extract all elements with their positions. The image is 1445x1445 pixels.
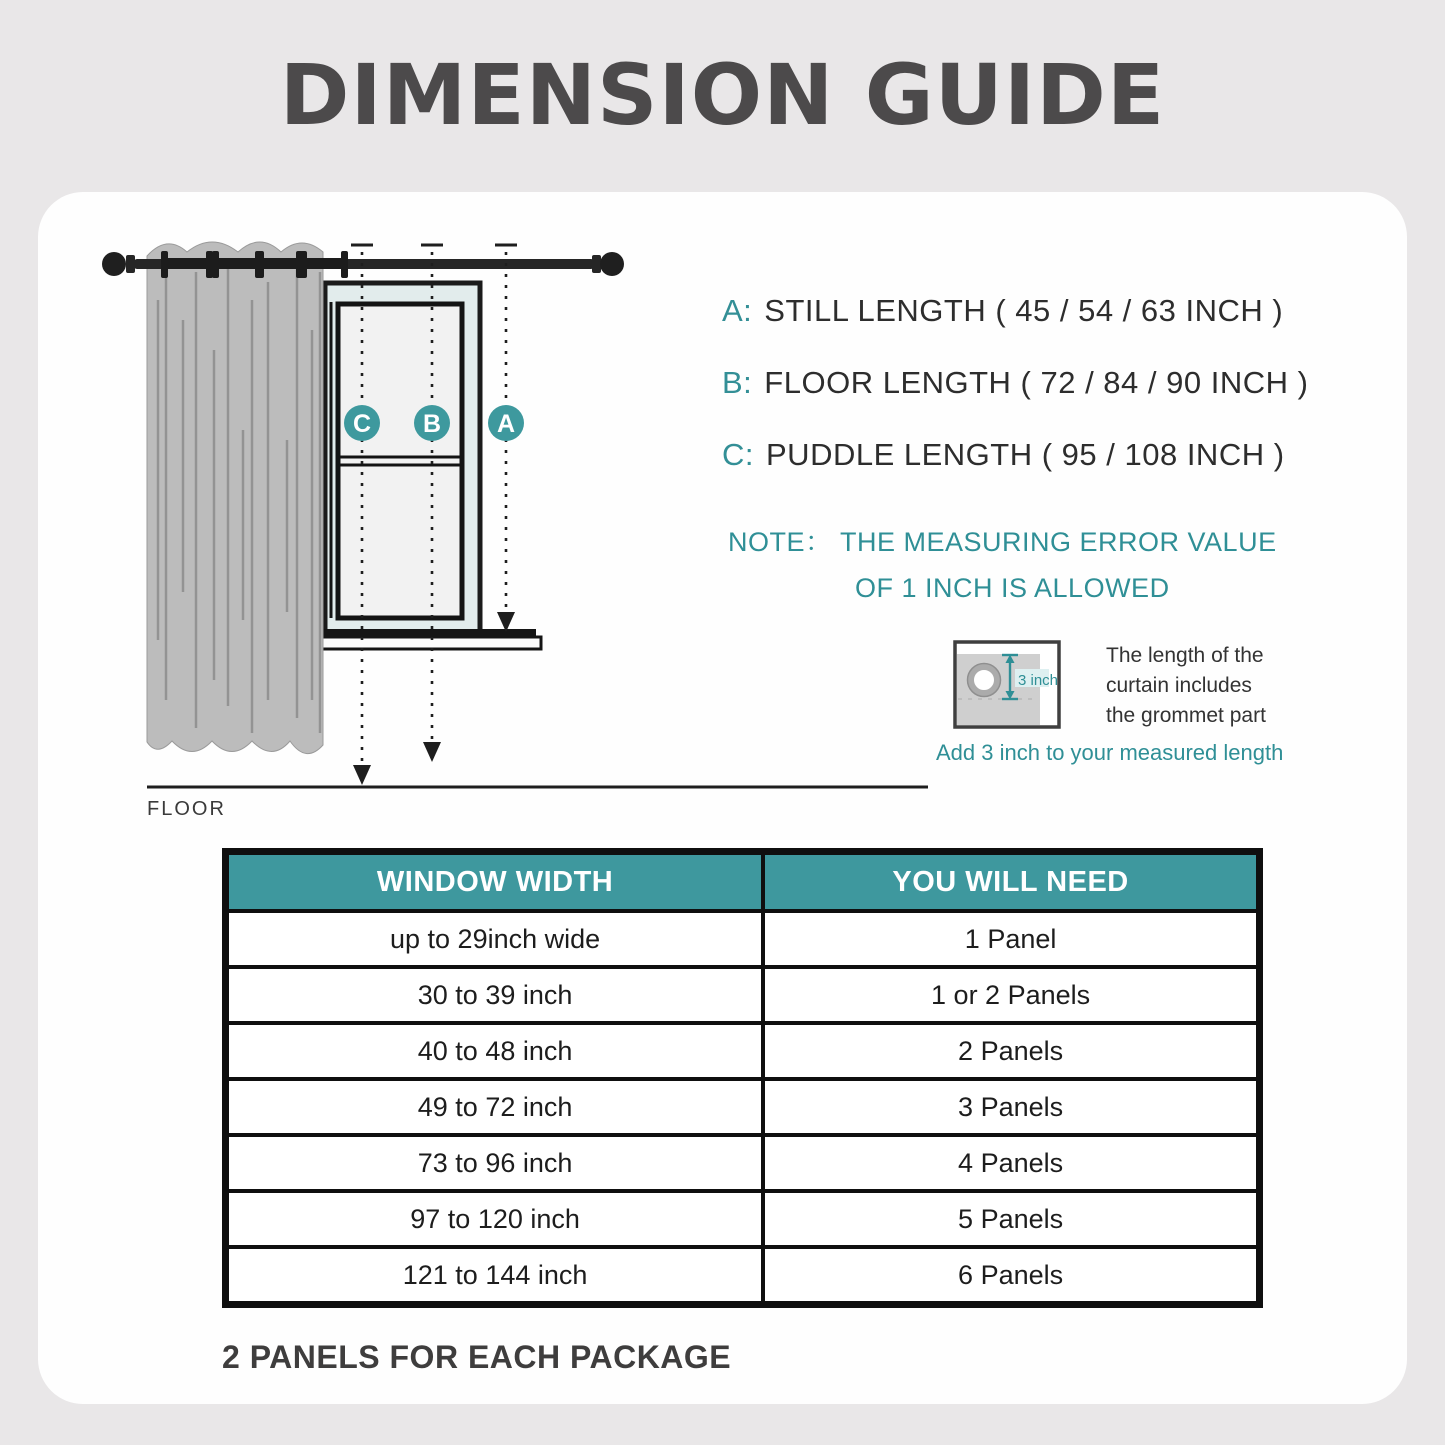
- panels-needed-cell: 1 or 2 Panels: [763, 967, 1259, 1023]
- table-row: [226, 1191, 1260, 1247]
- length-spec-c: [722, 437, 1362, 473]
- package-note: 2 PANELS FOR EACH PACKAGE: [222, 1339, 732, 1375]
- measuring-note: [728, 519, 1288, 611]
- table-header-row: [226, 852, 1260, 912]
- length-key-c: C:: [722, 437, 754, 472]
- window-width-cell: 49 to 72 inch: [226, 1079, 764, 1135]
- length-markers: [344, 405, 524, 441]
- window-width-cell: up to 29inch wide: [226, 911, 764, 967]
- table-row: [226, 1079, 1260, 1135]
- panels-needed-cell: 3 Panels: [763, 1079, 1259, 1135]
- panels-needed-cell: 4 Panels: [763, 1135, 1259, 1191]
- grommet-tip: Add 3 inch to your measured length: [936, 740, 1284, 765]
- column-header-you-will-need: YOU WILL NEED: [763, 852, 1259, 912]
- length-text-c: PUDDLE LENGTH ( 95 / 108 INCH ): [766, 437, 1285, 472]
- table-row: [226, 1135, 1260, 1191]
- grommet-desc-line-1: The length of the: [1106, 644, 1264, 667]
- grommet-description: [1106, 641, 1326, 731]
- panel-requirement-table: [222, 848, 1263, 1308]
- three-inch-label: 3 inch: [1018, 672, 1059, 689]
- grommet-desc-line-2: curtain includes: [1106, 674, 1252, 697]
- length-spec-a: [722, 293, 1362, 329]
- window-width-cell: 97 to 120 inch: [226, 1191, 764, 1247]
- panels-needed-cell: 2 Panels: [763, 1023, 1259, 1079]
- table-row: [226, 1247, 1260, 1305]
- grommet-hole-icon: [971, 667, 997, 693]
- length-spec-b: [722, 365, 1362, 401]
- table-row: [226, 1023, 1260, 1079]
- curtain-illustration: [147, 242, 323, 754]
- marker-a-label: A: [496, 410, 516, 438]
- grommet-detail-diagram: [948, 636, 1108, 736]
- marker-b-label: B: [422, 410, 442, 438]
- floor-label: FLOOR: [147, 798, 226, 820]
- length-key-a: A:: [722, 293, 753, 328]
- note-line-1: NOTE： THE MEASURING ERROR VALUE: [728, 527, 1277, 557]
- grommet-desc-line-3: the grommet part: [1106, 704, 1266, 727]
- page-title: DIMENSION GUIDE: [279, 46, 1166, 144]
- panels-needed-cell: 6 Panels: [763, 1247, 1259, 1305]
- length-text-a: STILL LENGTH ( 45 / 54 / 63 INCH ): [764, 293, 1284, 328]
- window-width-cell: 121 to 144 inch: [226, 1247, 764, 1305]
- note-line-2: OF 1 INCH IS ALLOWED: [855, 573, 1170, 603]
- window-width-cell: 73 to 96 inch: [226, 1135, 764, 1191]
- marker-c-label: C: [352, 410, 372, 438]
- table-row: [226, 967, 1260, 1023]
- panels-needed-cell: 1 Panel: [763, 911, 1259, 967]
- panels-needed-cell: 5 Panels: [763, 1191, 1259, 1247]
- length-text-b: FLOOR LENGTH ( 72 / 84 / 90 INCH ): [764, 365, 1309, 400]
- window-width-cell: 30 to 39 inch: [226, 967, 764, 1023]
- length-key-b: B:: [722, 365, 753, 400]
- column-header-window-width: WINDOW WIDTH: [226, 852, 764, 912]
- table-row: [226, 911, 1260, 967]
- window-width-cell: 40 to 48 inch: [226, 1023, 764, 1079]
